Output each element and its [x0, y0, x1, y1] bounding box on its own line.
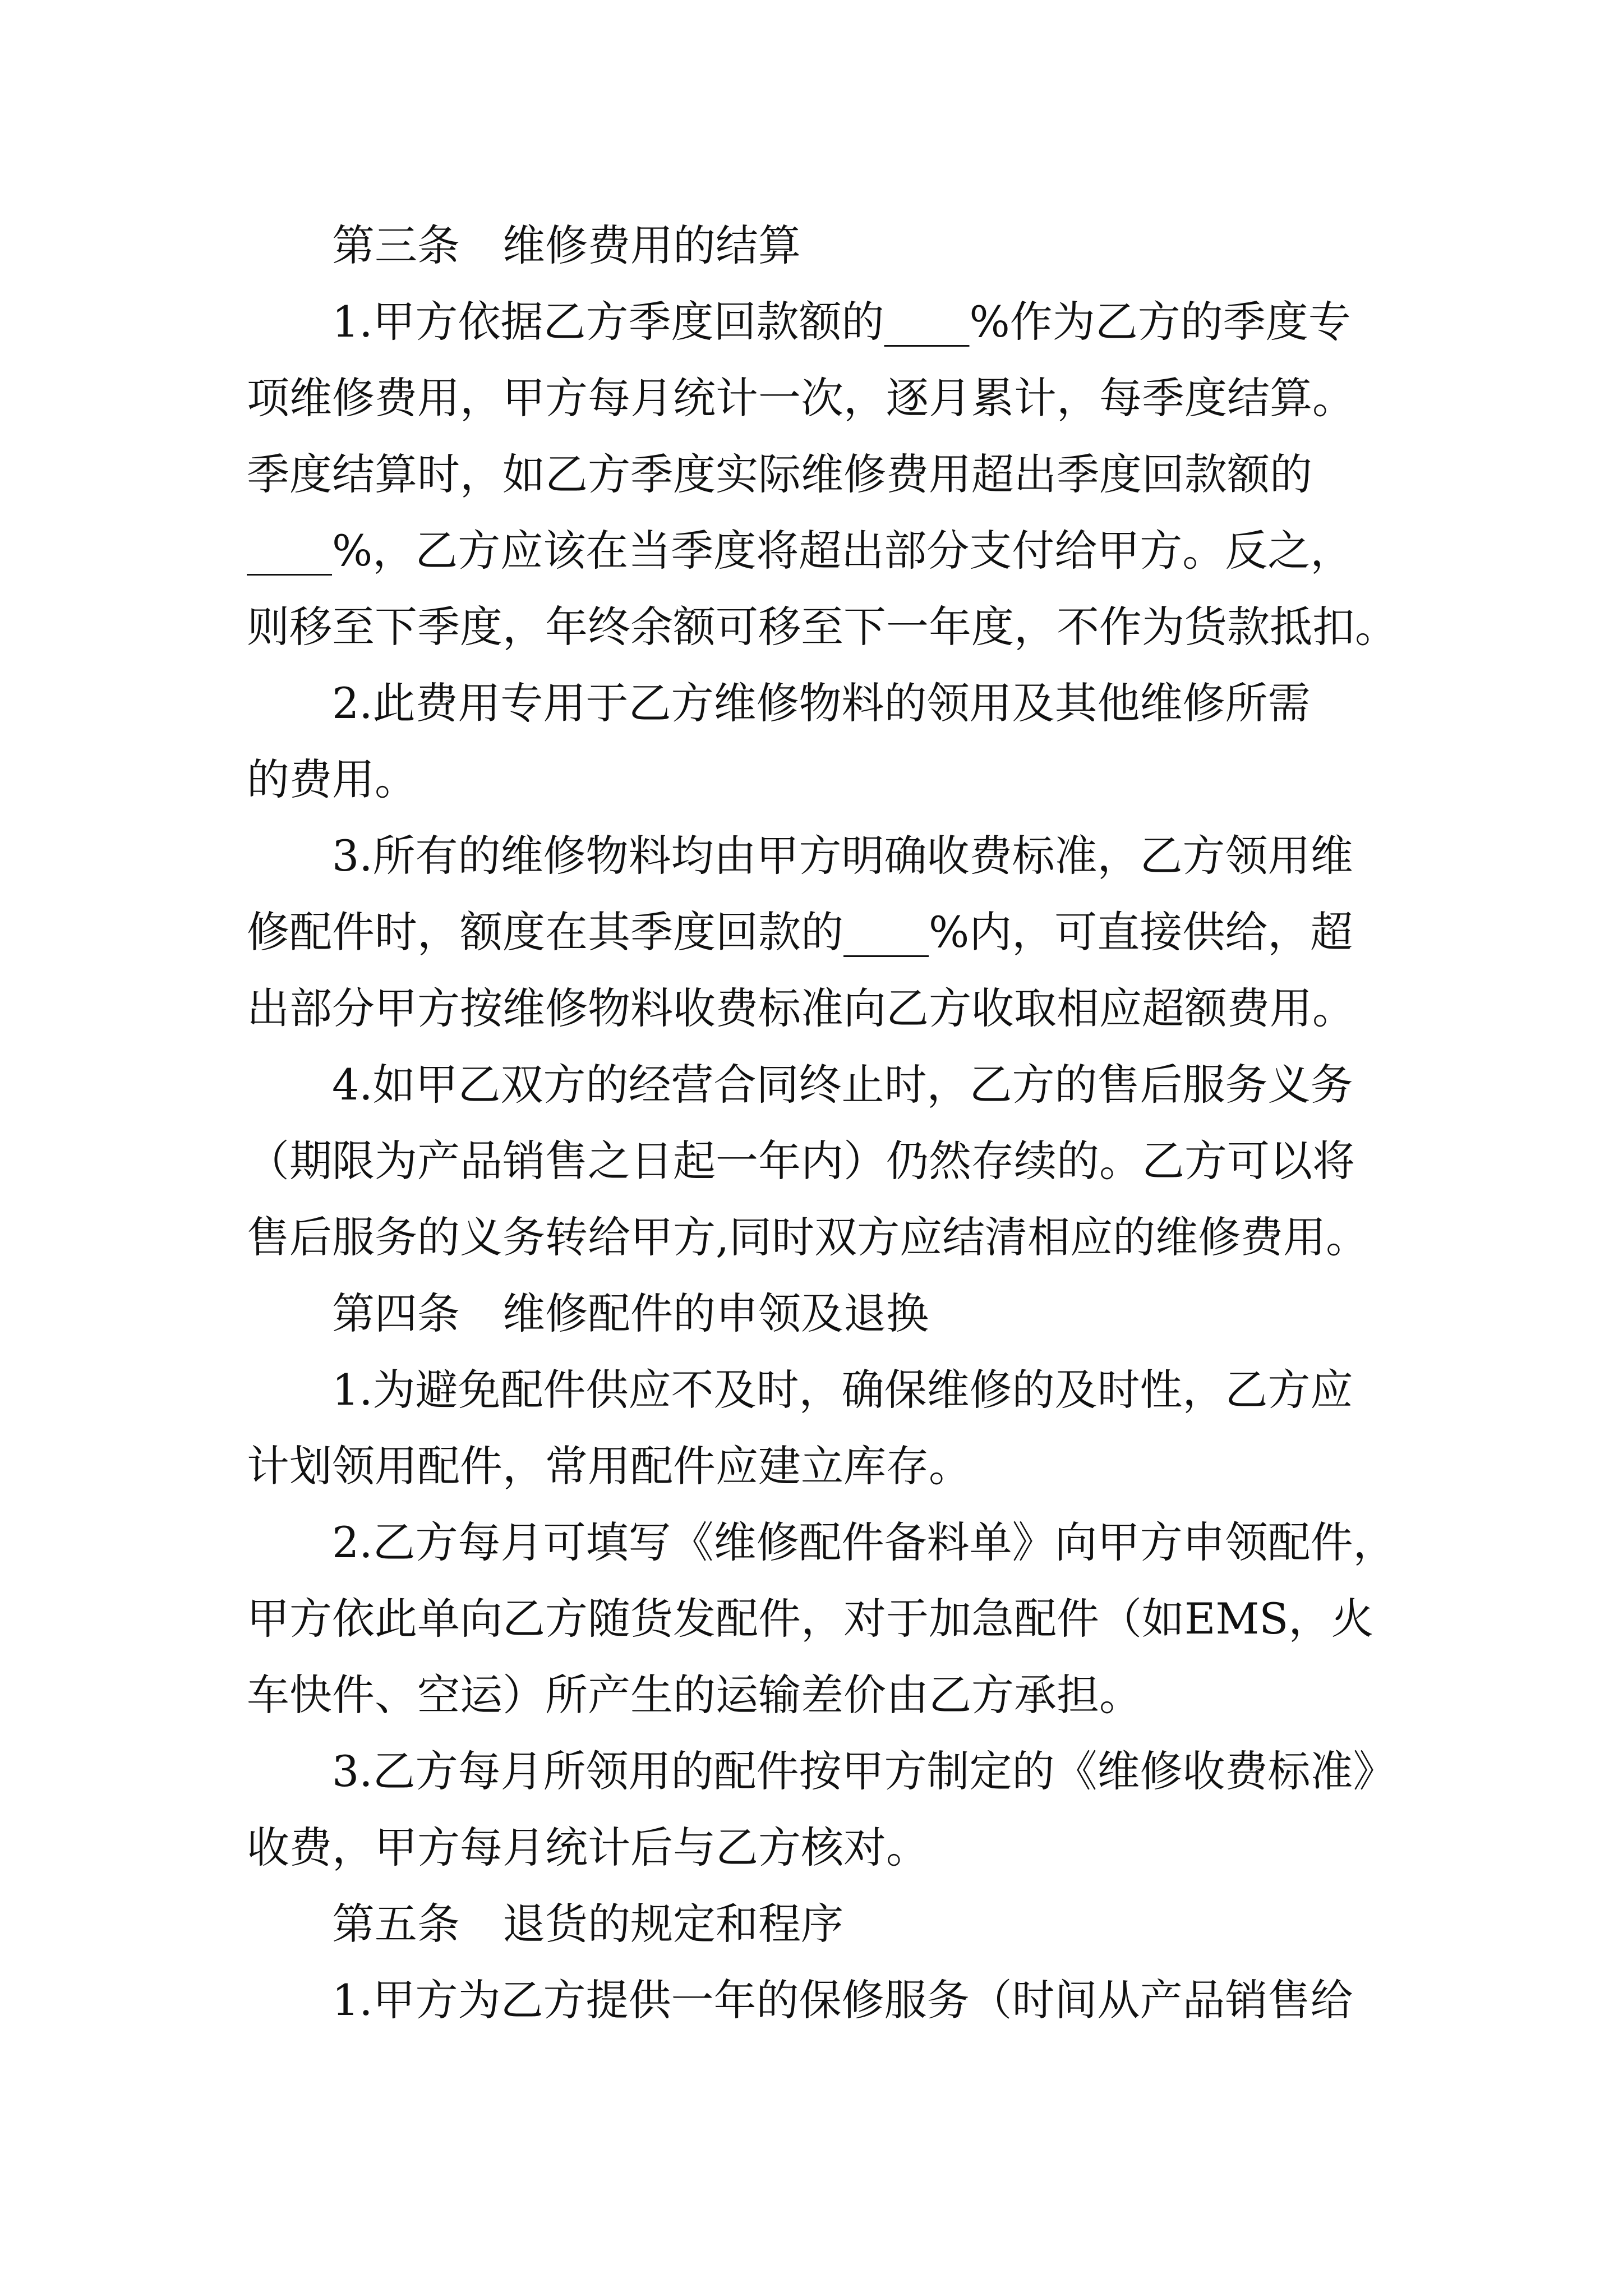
article-4-clause-3-line-1: 3.乙方每月所领用的配件按甲方制定的《维修收费标准》	[332, 1746, 1396, 1796]
article-4-clause-3-line-2: 收费，甲方每月统计后与乙方核对。	[247, 1823, 929, 1872]
article-4-clause-2-line-1: 2.乙方每月可填写《维修配件备料单》向甲方申领配件，	[332, 1517, 1396, 1567]
article-4-clause-2-line-3: 车快件、空运）所产生的运输差价由乙方承担。	[247, 1670, 1142, 1720]
article-3-clause-1-line-4: ____%，乙方应该在当季度将超出部分支付给甲方。反之，	[247, 526, 1353, 576]
article-3-clause-1-line-2: 项维修费用，甲方每月统计一次，逐月累计，每季度结算。	[247, 373, 1355, 423]
article-4-clause-1-line-2: 计划领用配件，常用配件应建立库存。	[247, 1441, 971, 1491]
article-3-clause-1-line-3: 季度结算时，如乙方季度实际维修费用超出季度回款额的	[247, 449, 1312, 499]
article-3-clause-1-line-1: 1.甲方依据乙方季度回款额的____%作为乙方的季度专	[332, 297, 1351, 347]
article-3-clause-4-line-2: （期限为产品销售之日起一年内）仍然存续的。乙方可以将	[247, 1136, 1355, 1186]
article-5-clause-1-line-1: 1.甲方为乙方提供一年的保修服务（时间从产品销售给	[332, 1975, 1353, 2025]
article-4-clause-1-line-1: 1.为避免配件供应不及时，确保维修的及时性，乙方应	[332, 1365, 1353, 1415]
article-3-clause-1-line-5: 则移至下季度，年终余额可移至下一年度，不作为货款抵扣。	[247, 602, 1398, 652]
article-3-clause-4-line-3: 售后服务的义务转给甲方,同时双方应结清相应的维修费用。	[247, 1212, 1369, 1262]
article-3-clause-2-line-1: 2.此费用专用于乙方维修物料的领用及其他维修所需	[332, 678, 1311, 728]
article-3-clause-2-line-2: 的费用。	[247, 754, 417, 804]
article-5-heading: 第五条 退货的规定和程序	[332, 1899, 843, 1949]
article-3-clause-3-line-2: 修配件时，额度在其季度回款的____%内，可直接供给，超	[247, 907, 1353, 957]
article-3-clause-3-line-3: 出部分甲方按维修物料收费标准向乙方收取相应超额费用。	[247, 983, 1355, 1033]
article-3-clause-3-line-1: 3.所有的维修物料均由甲方明确收费标准，乙方领用维	[332, 831, 1353, 881]
article-3-clause-4-line-1: 4.如甲乙双方的经营合同终止时，乙方的售后服务义务	[332, 1060, 1353, 1110]
article-3-heading: 第三条 维修费用的结算	[332, 220, 801, 270]
document-body	[247, 208, 1398, 2039]
article-4-heading: 第四条 维修配件的申领及退换	[332, 1289, 929, 1338]
article-4-clause-2-line-2: 甲方依此单向乙方随货发配件，对于加急配件（如EMS，火	[247, 1594, 1374, 1644]
